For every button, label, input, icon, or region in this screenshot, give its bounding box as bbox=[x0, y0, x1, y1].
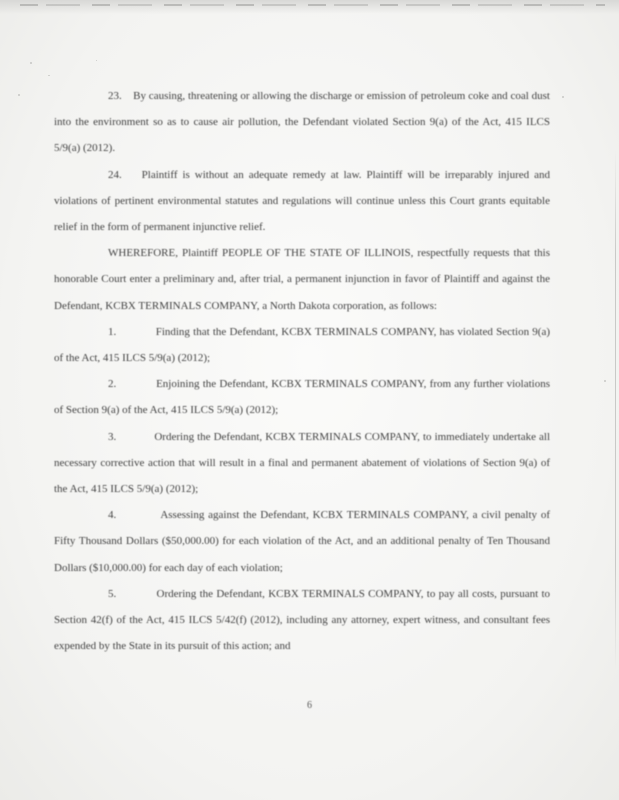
relief-item bbox=[54, 581, 550, 660]
speck bbox=[48, 75, 50, 76]
relief-item bbox=[54, 502, 550, 581]
speck bbox=[18, 94, 20, 96]
relief-item bbox=[54, 424, 550, 503]
scan-top-shadow bbox=[0, 0, 619, 14]
item-number: 5. bbox=[108, 587, 117, 600]
item-text: Ordering the Defendant, KCBX TERMINALS COMPANY, to immediately undertake all necessary corrective action that will result in a final and permanent abatement of violations of Section 9(a) of the Act, 415 ILCS 5/9(a) (2012); bbox=[54, 430, 551, 496]
item-number: 3. bbox=[108, 430, 117, 443]
item-number: 2. bbox=[108, 378, 117, 391]
speck bbox=[604, 380, 606, 382]
speck bbox=[30, 62, 32, 64]
page-number: 6 bbox=[307, 700, 312, 711]
relief-item bbox=[54, 371, 550, 423]
item-text: Enjoining the Defendant, KCBX TERMINALS COMPANY, from any further violations of Section 9(a) of the Act, 415 ILCS 5/9(a) (2012); bbox=[54, 378, 551, 417]
item-text: Ordering the Defendant, KCBX TERMINALS COMPANY, to pay all costs, pursuant to Section 42(f) of the Act, 415 ILCS 5/42(f) (2012), including any attorney, expert witness, and consultant fees expended by the State in its pursuit of this action; and bbox=[54, 587, 551, 653]
scan-header-artifact bbox=[20, 4, 605, 6]
item-number: 1. bbox=[108, 325, 117, 338]
document-body bbox=[54, 83, 550, 659]
speck bbox=[562, 96, 564, 98]
scan-edge-artifact bbox=[615, 150, 616, 670]
paragraph-text: Plaintiff is without an adequate remedy at law. Plaintiff will be irreparably injured and violations of pertinent environmental statutes and regulations will continue unless this Court grants equitable relief in the form of permanent injunctive relief. bbox=[54, 168, 551, 234]
speck bbox=[96, 60, 97, 61]
paragraph-number: 23. bbox=[108, 90, 122, 102]
paragraph-number: 24. bbox=[108, 168, 122, 181]
paragraph-24 bbox=[54, 162, 550, 241]
item-text: Assessing against the Defendant, KCBX TERMINALS COMPANY, a civil penalty of Fifty Thousand Dollars ($50,000.00) for each violation of the Act, and an additional penalty of Ten Thousand Dollars ($10,000.00) for each day of each violation; bbox=[54, 509, 551, 574]
wherefore-clause: WHEREFORE, Plaintiff PEOPLE OF THE STATE OF ILLINOIS, respectfully requests that this honorable Court enter a preliminary and, after trial, a permanent injunction in favor of Plaintiff and against the Defendant, KCBX TERMINALS COMPANY, a North Dakota corporation, as follows: bbox=[54, 247, 550, 312]
item-number: 4. bbox=[108, 509, 117, 522]
item-text: Finding that the Defendant, KCBX TERMINALS COMPANY, has violated Section 9(a) of the Act, 415 ILCS 5/9(a) (2012); bbox=[54, 325, 550, 365]
paragraph-23 bbox=[54, 83, 550, 162]
relief-item bbox=[54, 319, 550, 371]
paragraph-text: By causing, threatening or allowing the discharge or emission of petroleum coke and coal dust into the environment so as to cause air pollution, the Defendant violated Section 9(a) of the Act, 415 ILCS 5/9(a) (2012). bbox=[54, 90, 550, 155]
